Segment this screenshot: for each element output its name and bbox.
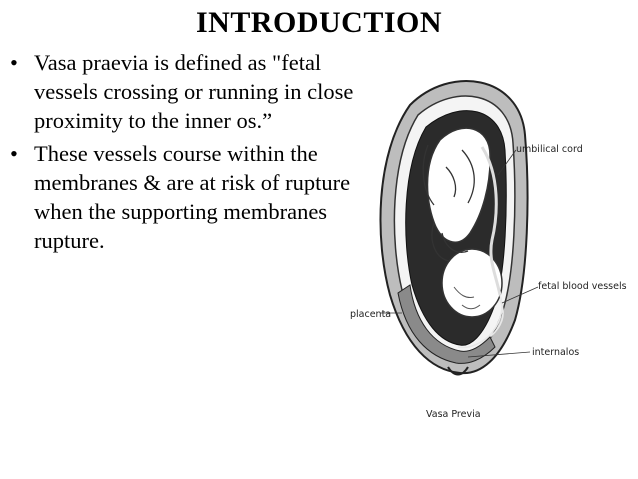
vasa-previa-diagram	[350, 55, 638, 435]
label-internal-os: internalos	[532, 347, 580, 358]
bullet-list	[10, 48, 355, 259]
fetus-head	[442, 249, 502, 317]
slide-title: INTRODUCTION	[195, 6, 443, 39]
label-fetal-blood-vessels: fetal blood vessels	[538, 281, 627, 292]
bullet-text: These vessels course within the membranes & are at risk of rupture when the supporting membranes rupture.	[34, 141, 351, 253]
label-placenta: placenta	[350, 309, 392, 320]
bullet-text: Vasa praevia is defined as "fetal vessels crossing or running in close proximity to the inner os.”	[34, 50, 354, 133]
figure-caption: Vasa Previa	[426, 409, 481, 420]
bullet-item	[10, 139, 355, 255]
bullet-item	[10, 48, 355, 135]
bullet-dot-icon: •	[10, 50, 18, 75]
bullet-dot-icon: •	[10, 141, 18, 166]
label-umbilical-cord: umbilical cord	[516, 144, 583, 155]
